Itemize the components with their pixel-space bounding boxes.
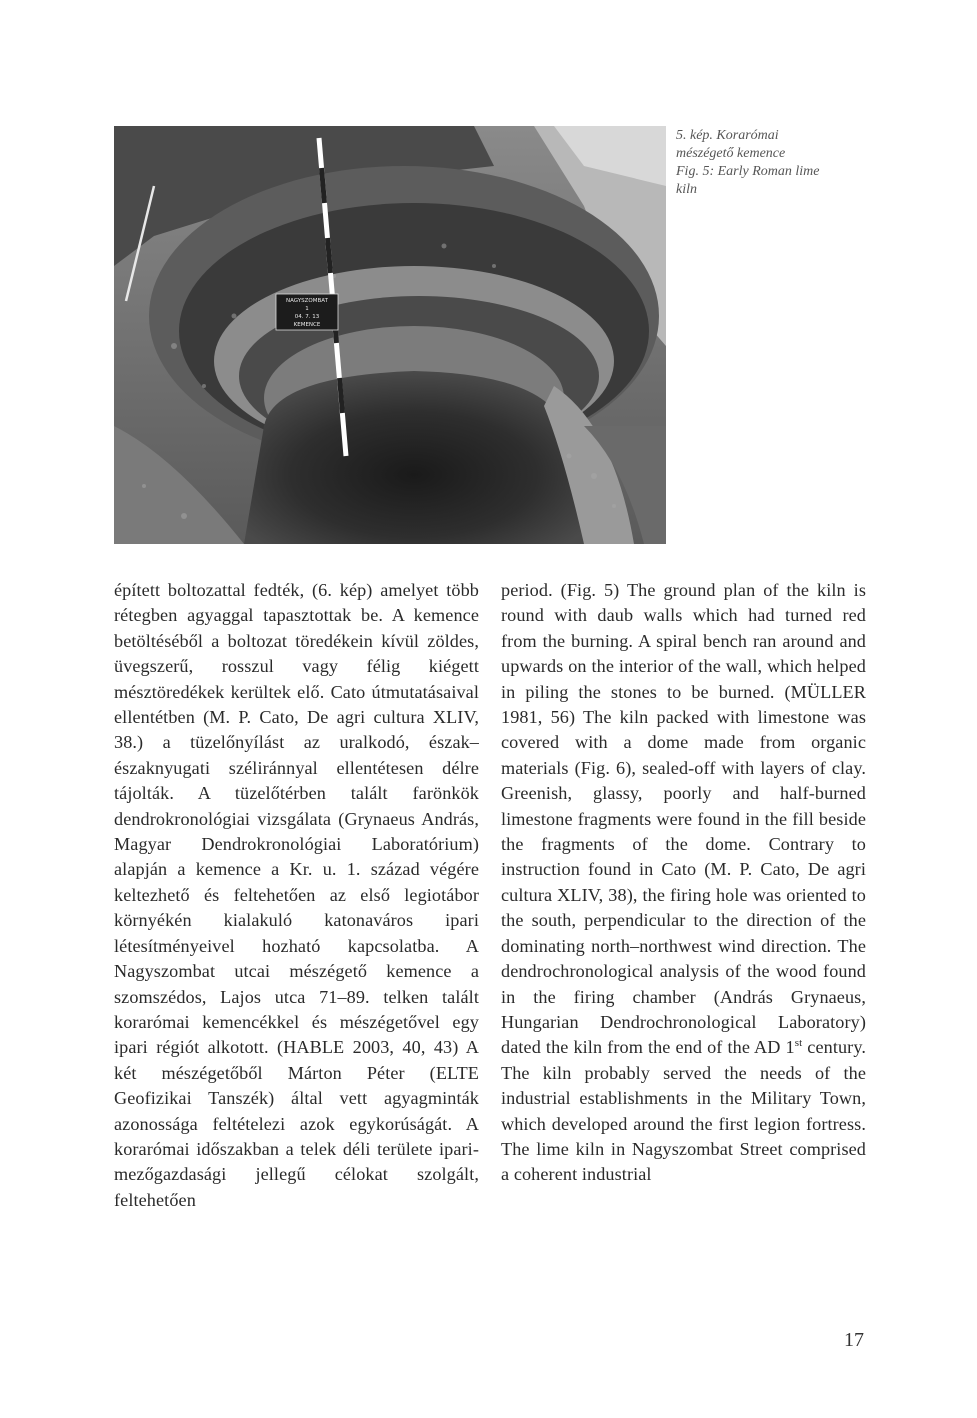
photo-label-line4: KEMENCE xyxy=(293,322,321,328)
photo-label-line2: 1 xyxy=(305,306,309,312)
caption-hu-line2: mészégető kemence xyxy=(676,146,786,161)
photo-label-line3: 04. 7. 13 xyxy=(294,314,320,320)
caption-en-line1: Fig. 5: Early Roman lime xyxy=(676,164,820,179)
right-paragraph xyxy=(501,578,866,1188)
figure-caption xyxy=(676,127,896,199)
kiln-photo xyxy=(114,126,666,544)
right-column-english xyxy=(501,578,866,1188)
caption-en-line2: kiln xyxy=(676,182,697,197)
page-number: 17 xyxy=(844,1329,864,1351)
photo-label-board xyxy=(276,294,338,330)
right-text-part1: period. (Fig. 5) The ground plan of the kiln is round with daub walls which had turned red from the burning. A spiral bench ran around and upwards on the interior of the wall, which helped in piling the stones to be burned. (MÜLLER 1981, 56) The kiln packed with limestone was covered with a dome made from organic materials (Fig. 6), sealed-off with layers of clay. Greenish, glassy, poorly and half-burned limestone fragments were found in the fill beside the fragments of the dome. Contrary to instruction found in Cato (M. P. Cato, De agri cultura XLIV, 38), the firing hole was oriented to the south, perpendicular to the direction of the dominating north–northwest wind direction. The dendrochronological analysis of the wood found in the firing chamber (András Grynaeus, Hungarian Dendrochronological Laboratory) dated the kiln from the end of the AD 1 xyxy=(501,580,866,1058)
caption-hu-line1: 5. kép. Korarómai xyxy=(676,128,779,143)
century-superscript: st xyxy=(794,1037,803,1050)
left-paragraph: épített boltozattal fedték, (6. kép) amelyet több rétegben agyaggal tapasztottak be. A kemence betöltéséből a boltozat töredékein kívül zöldes, üvegszerű, rosszul vagy félig kiégett mésztöredékek kerültek elő. Cato útmutatásaival ellentétben (M. P. Cato, De agri cultura XLIV, 38.) a tüzelőnyílást az uralkodó, észak–északnyugati széliránnyal ellentétesen délre tájolták. A tüzelőtérben talált farönkök dendrokronológiai vizsgálata (Grynaeus András, Magyar Dendrokronológiai Laboratórium) alapján a kemence a Kr. u. 1. század végére keltezhető és feltehetően az első legiotábor környékén kialakuló katonaváros ipari létesítményeivel hozható kapcsolatba. A Nagyszombat utcai mészégető kemence a szomszédos, Lajos utca 71–89. telken talált korarómai kemencékkel és mészégetővel egy ipari régiót alkotott. (HABLE 2003, 40, 43) A két mészégetőből Márton Péter (ELTE Geofizikai Tanszék) által vett agyagminták azonossága feltételezi azok egykorúságát. A korarómai időszakban a telek déli területe ipari-mezőgazdasági jellegű célokat szolgált, feltehetően xyxy=(114,580,479,1210)
photo-label-line1: NAGYSZOMBAT xyxy=(286,298,328,304)
right-text-part2: century. The kiln probably served the needs of the industrial establishments in the Military Town, which developed around the first legion fortress. The lime kiln in Nagyszombat Street comprised a coherent industrial xyxy=(501,1037,866,1185)
left-column-hungarian xyxy=(114,578,479,1213)
